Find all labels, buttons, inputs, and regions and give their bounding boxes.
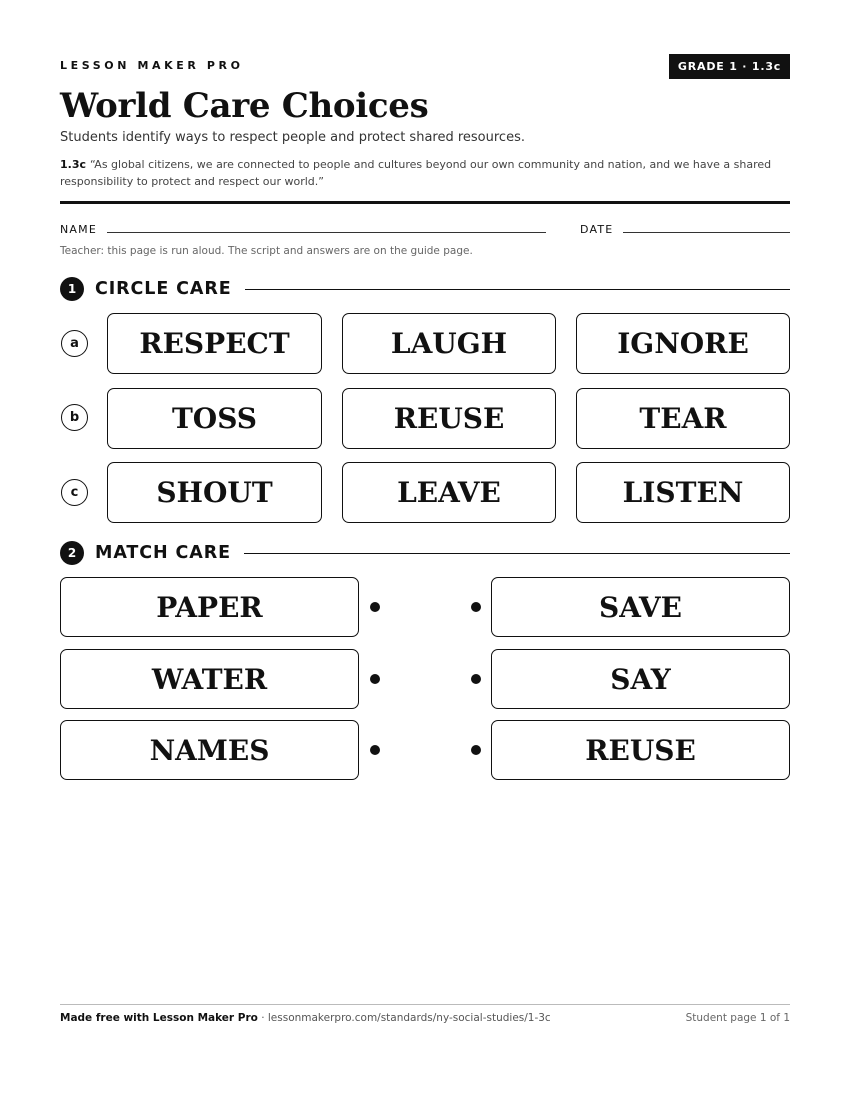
- row-letter-c: c: [61, 479, 88, 506]
- name-field[interactable]: [107, 232, 546, 233]
- worksheet-subtitle: Students identify ways to respect people and protect shared resources.: [60, 130, 525, 145]
- word-choice[interactable]: REUSE: [342, 388, 556, 449]
- footer-divider: [60, 1004, 790, 1005]
- header-divider: [60, 201, 790, 204]
- date-label: DATE: [580, 223, 614, 236]
- section-2-header: [60, 541, 790, 565]
- worksheet-title: World Care Choices: [60, 86, 429, 126]
- word-choice[interactable]: LISTEN: [576, 462, 790, 523]
- match-right-item[interactable]: SAVE: [491, 577, 790, 637]
- match-dot-left[interactable]: [370, 602, 380, 612]
- word-choice[interactable]: TOSS: [107, 388, 322, 449]
- name-label: NAME: [60, 223, 97, 236]
- match-dot-left[interactable]: [370, 745, 380, 755]
- match-left-item[interactable]: NAMES: [60, 720, 359, 780]
- word-choice[interactable]: LAUGH: [342, 313, 556, 374]
- row-letter-a: a: [61, 330, 88, 357]
- standard-statement: [60, 156, 780, 190]
- section-2-number: 2: [60, 541, 84, 565]
- grade-badge: GRADE 1 · 1.3c: [669, 54, 790, 79]
- match-dot-right[interactable]: [471, 745, 481, 755]
- word-choice[interactable]: TEAR: [576, 388, 790, 449]
- section-1-title: CIRCLE CARE: [95, 279, 232, 299]
- standard-code: 1.3c: [60, 158, 87, 171]
- footer-separator: ·: [257, 1012, 268, 1024]
- section-1-number: 1: [60, 277, 84, 301]
- match-right-item[interactable]: REUSE: [491, 720, 790, 780]
- match-left-item[interactable]: PAPER: [60, 577, 359, 637]
- standard-quote: “As global citizens, we are connected to people and cultures beyond our own community and nation, and we have a shared responsibility to protect and respect our world.”: [60, 158, 772, 188]
- section-1-header: [60, 277, 790, 301]
- word-choice[interactable]: IGNORE: [576, 313, 790, 374]
- match-dot-right[interactable]: [471, 602, 481, 612]
- footer-url[interactable]: lessonmakerpro.com/standards/ny-social-studies/1-3c: [267, 1012, 551, 1024]
- word-choice[interactable]: LEAVE: [342, 462, 556, 523]
- section-2-rule: [244, 553, 790, 554]
- date-field[interactable]: [623, 232, 790, 233]
- footer-made-with: Made free with Lesson Maker Pro: [60, 1012, 258, 1024]
- section-1-rule: [245, 289, 790, 290]
- teacher-note: Teacher: this page is run aloud. The script and answers are on the guide page.: [60, 245, 473, 257]
- match-left-item[interactable]: WATER: [60, 649, 359, 709]
- match-dot-right[interactable]: [471, 674, 481, 684]
- match-right-item[interactable]: SAY: [491, 649, 790, 709]
- word-choice[interactable]: SHOUT: [107, 462, 322, 523]
- brand-name: LESSON MAKER PRO: [60, 59, 244, 72]
- match-dot-left[interactable]: [370, 674, 380, 684]
- row-letter-b: b: [61, 404, 88, 431]
- footer-page-label: Student page 1 of 1: [685, 1012, 790, 1024]
- word-choice[interactable]: RESPECT: [107, 313, 322, 374]
- section-2-title: MATCH CARE: [95, 543, 231, 563]
- footer-credit: [60, 1012, 551, 1024]
